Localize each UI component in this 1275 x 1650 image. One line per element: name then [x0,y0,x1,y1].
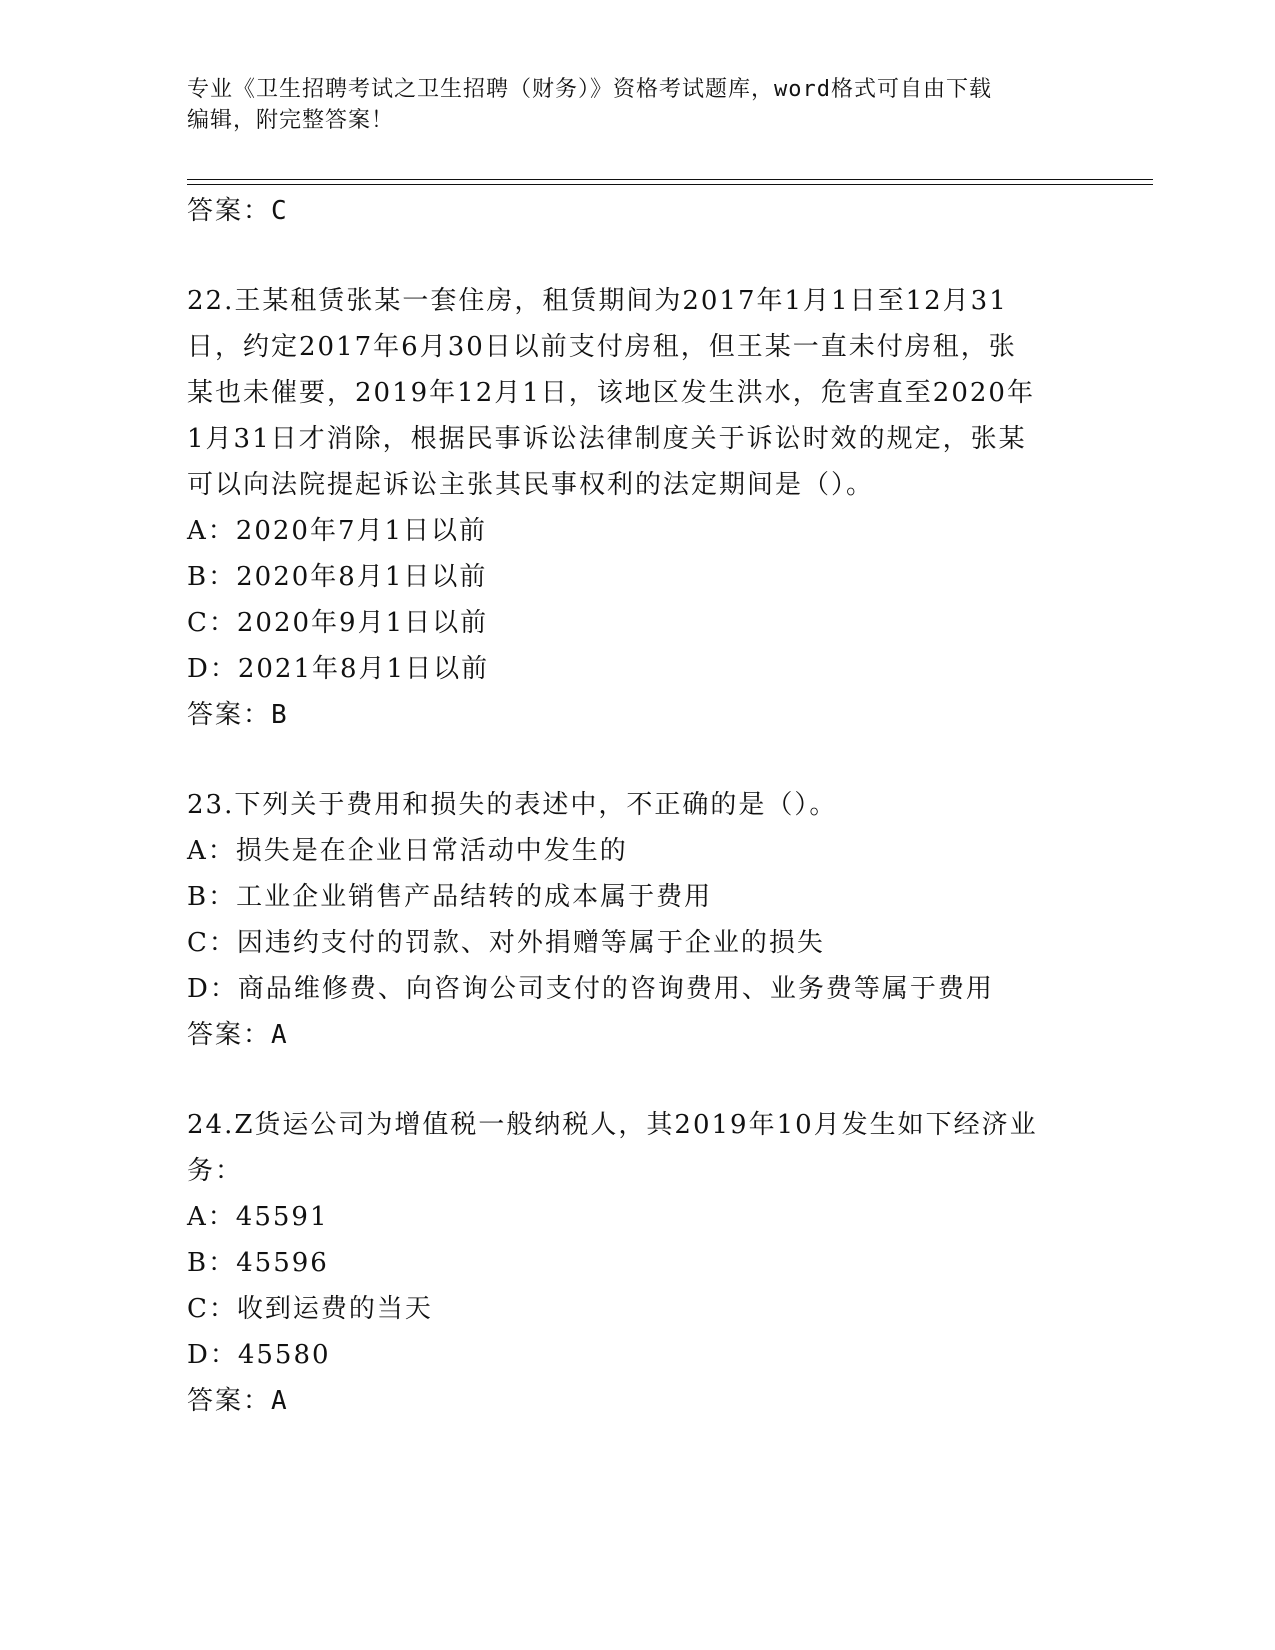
answer-line: 答案：B [187,700,289,730]
option-c: C：收到运费的当天 [187,1294,433,1324]
option-b: B：45596 [187,1248,329,1278]
document-body [187,188,1067,1424]
answer-line: 答案：A [187,1386,289,1416]
option-c: C：因违约支付的罚款、对外捐赠等属于企业的损失 [187,928,825,958]
question-text-line: 24.Z货运公司为增值税一般纳税人，其2019年10月发生如下经济业 [187,1110,1038,1140]
option-c: C：2020年9月1日以前 [187,608,489,638]
question-23 [187,782,1067,1058]
option-d: D：2021年8月1日以前 [187,654,490,684]
document-header [187,74,1067,136]
header-rule-bottom [187,184,1153,185]
question-24 [187,1102,1067,1424]
question-text-line: 可以向法院提起诉讼主张其民事权利的法定期间是（）。 [187,470,875,500]
header-line-1: 专业《卫生招聘考试之卫生招聘（财务）》资格考试题库，word格式可自由下载 [187,77,992,102]
option-a: A：45591 [187,1202,329,1232]
option-a: A：损失是在企业日常活动中发生的 [187,836,628,866]
answer-line: 答案：A [187,1020,289,1050]
question-text-line: 22.王某租赁张某一套住房，租赁期间为2017年1月1日至12月31 [187,286,1008,316]
question-text-line: 23.下列关于费用和损失的表述中，不正确的是（）。 [187,790,838,820]
question-22 [187,278,1067,738]
question-text-line: 1月31日才消除，根据民事诉讼法律制度关于诉讼时效的规定，张某 [187,424,1027,454]
question-text-line: 日，约定2017年6月30日以前支付房租，但王某一直未付房租，张 [187,332,1017,362]
header-rule-top [187,179,1153,180]
header-line-2: 编辑，附完整答案！ [187,108,395,133]
option-a: A：2020年7月1日以前 [187,516,488,546]
question-text-line: 某也未催要，2019年12月1日，该地区发生洪水，危害直至2020年 [187,378,1035,408]
option-b: B：2020年8月1日以前 [187,562,488,592]
option-d: D：商品维修费、向咨询公司支付的咨询费用、业务费等属于费用 [187,974,994,1004]
option-b: B：工业企业销售产品结转的成本属于费用 [187,882,713,912]
question-text-line: 务： [187,1156,244,1186]
option-d: D：45580 [187,1340,331,1370]
answer-line: 答案：C [187,196,289,226]
